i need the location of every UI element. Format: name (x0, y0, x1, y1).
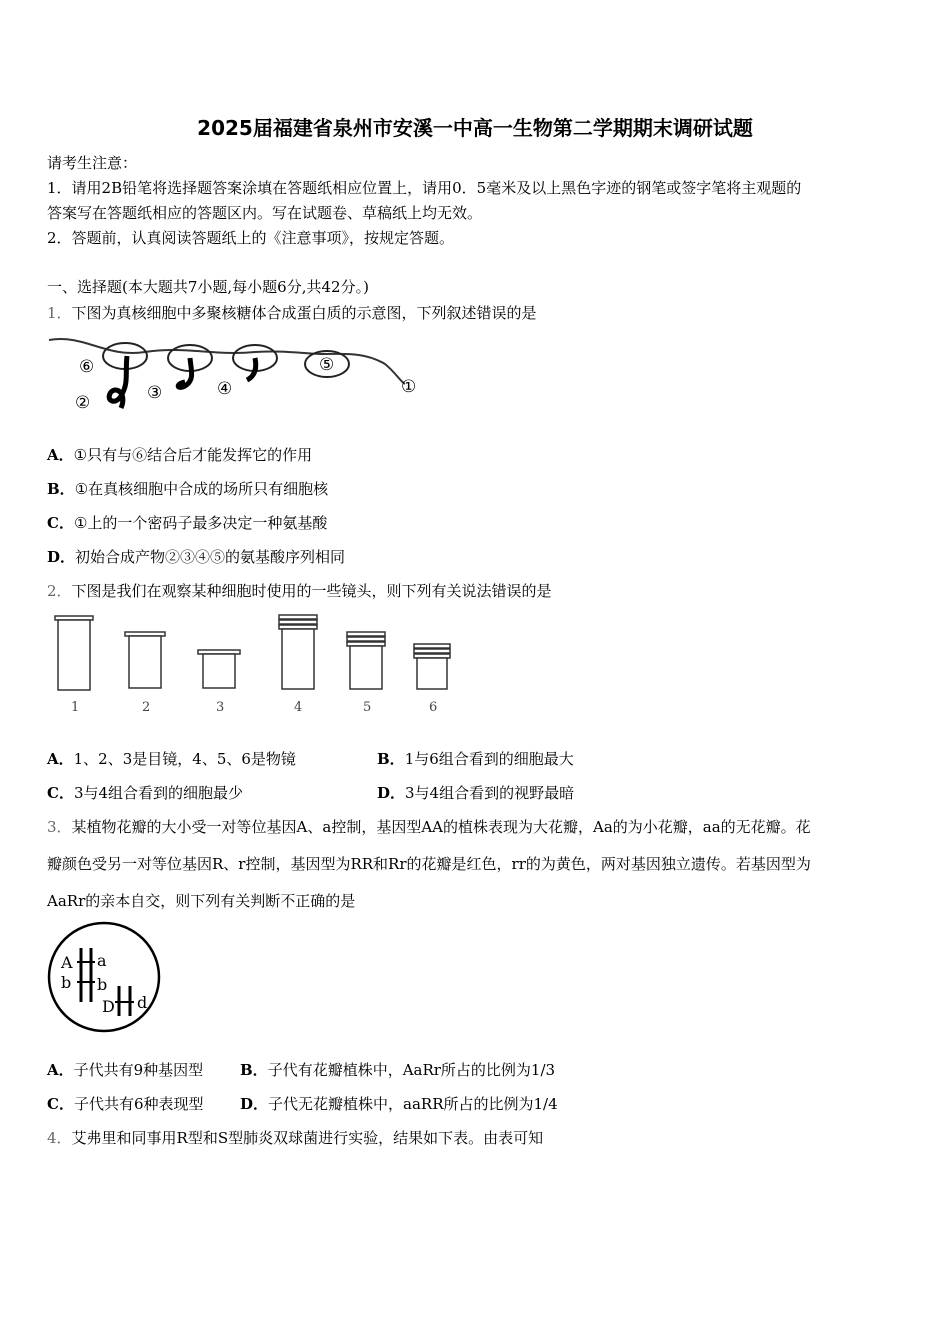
eyepiece-lens (125, 632, 165, 688)
eyepiece-lens (198, 650, 240, 688)
lens-number: 1 (71, 700, 80, 715)
page-title: 2025届福建省泉州市安溪一中高一生物第二学期期末调研试题 (197, 116, 753, 140)
question-2-stem (47, 580, 552, 601)
polyribosome-figure (45, 328, 435, 420)
notice-item-1-line-1: 1．请用2B铅笔将选择题答案涂填在答题纸相应位置上，请用0．5毫米及以上黑色字迹的钢笔或签字笔将主观题的 (47, 179, 802, 197)
allele-label: b (61, 973, 72, 992)
option-text: ①上的一个密码子最多决定一种氨基酸 (73, 514, 328, 532)
question-text: 艾弗里和同事用R型和S型肺炎双球菌进行实验，结果如下表。由表可知 (71, 1129, 544, 1147)
option-label: C． (47, 784, 74, 802)
lens-number: 5 (363, 700, 372, 715)
q2-option-a[interactable] (47, 748, 296, 769)
allele-label: D (102, 997, 115, 1016)
question-text: 下图为真核细胞中多聚核糖体合成蛋白质的示意图，下列叙述错误的是 (71, 304, 537, 322)
q2-option-b[interactable] (377, 748, 574, 769)
question-text: 某植物花瓣的大小受一对等位基因A、a控制，基因型AA的植株表现为大花瓣，Aa的为小花瓣，aa的无花瓣。花 (71, 818, 811, 836)
question-3-stem-line-3: AaRr的亲本自交，则下列有关判断不正确的是 (47, 892, 356, 910)
q3-option-b[interactable] (240, 1059, 555, 1080)
option-text: 子代无花瓣植株中，aaRR所占的比例为1/4 (268, 1095, 558, 1113)
allele-label: a (97, 951, 107, 970)
option-text: 3与4组合看到的视野最暗 (405, 784, 575, 802)
figure-label: ⑤ (319, 355, 335, 375)
notice-heading: 请考生注意： (47, 154, 138, 172)
option-label: D． (377, 784, 406, 802)
option-text: 初始合成产物②③④⑤的氨基酸序列相同 (75, 548, 346, 566)
question-number: 2． (47, 582, 72, 600)
question-3-stem-line-1 (47, 816, 811, 837)
lens-number: 3 (216, 700, 225, 715)
option-text: ①只有与⑥结合后才能发挥它的作用 (73, 446, 313, 464)
question-1-stem (47, 302, 537, 323)
q1-option-a[interactable] (47, 444, 312, 465)
eyepiece-lens (55, 616, 93, 690)
question-number: 4． (47, 1129, 72, 1147)
figure-label: ② (75, 393, 91, 413)
chromosome-figure (45, 920, 165, 1038)
q1-option-b[interactable] (47, 478, 328, 499)
option-label: A． (47, 1061, 74, 1079)
q3-option-c[interactable] (47, 1093, 204, 1114)
option-label: D． (47, 548, 76, 566)
q3-option-d[interactable] (240, 1093, 558, 1114)
q1-option-c[interactable] (47, 512, 327, 533)
notice-item-1-line-2: 答案写在答题纸相应的答题区内。写在试题卷、草稿纸上均无效。 (47, 204, 483, 222)
objective-lens (414, 644, 450, 689)
option-text: 子代共有9种基因型 (73, 1061, 204, 1079)
option-label: B． (47, 480, 75, 498)
option-text: 1、2、3是目镜，4、5、6是物镜 (73, 750, 296, 768)
allele-label: b (97, 975, 108, 994)
figure-label: ① (401, 377, 417, 397)
option-label: D． (240, 1095, 269, 1113)
q3-option-a[interactable] (47, 1059, 203, 1080)
option-label: B． (377, 750, 405, 768)
option-label: C． (47, 514, 74, 532)
option-text: 1与6组合看到的细胞最大 (404, 750, 574, 768)
figure-label: ③ (147, 383, 163, 403)
notice-item-2: 2．答题前，认真阅读答题纸上的《注意事项》，按规定答题。 (47, 229, 455, 247)
question-text: 下图是我们在观察某种细胞时使用的一些镜头，则下列有关说法错误的是 (71, 582, 552, 600)
q1-option-d[interactable] (47, 546, 345, 567)
option-text: ①在真核细胞中合成的场所只有细胞核 (74, 480, 329, 498)
figure-label: ④ (217, 379, 233, 399)
question-number: 1． (47, 304, 72, 322)
allele-label: d (137, 993, 148, 1012)
section-heading: 一、选择题(本大题共7小题,每小题6分,共42分。) (47, 278, 369, 296)
polypeptide-chain (178, 358, 191, 387)
option-label: C． (47, 1095, 74, 1113)
option-label: A． (47, 446, 74, 464)
polypeptide-chain (247, 358, 256, 380)
objective-lens (279, 615, 317, 689)
option-label: A． (47, 750, 74, 768)
objective-lens (347, 632, 385, 689)
lens-figure (45, 610, 465, 720)
option-text: 子代共有6种表现型 (73, 1095, 204, 1113)
mrna-strand (49, 339, 405, 384)
question-4-stem (47, 1127, 543, 1148)
lens-number: 2 (142, 700, 151, 715)
question-number: 3． (47, 818, 72, 836)
allele-label: A (61, 953, 73, 972)
polypeptide-chain (109, 356, 127, 408)
q2-option-c[interactable] (47, 782, 243, 803)
q2-option-d[interactable] (377, 782, 574, 803)
option-text: 子代有花瓣植株中，AaRr所占的比例为1/3 (267, 1061, 556, 1079)
lens-number: 4 (294, 700, 303, 715)
figure-label: ⑥ (79, 357, 95, 377)
option-label: B． (240, 1061, 268, 1079)
lens-number: 6 (429, 700, 438, 715)
option-text: 3与4组合看到的细胞最少 (73, 784, 244, 802)
question-3-stem-line-2: 瓣颜色受另一对等位基因R、r控制，基因型为RR和Rr的花瓣是红色，rr的为黄色，两对基因独立遗传。若基因型为 (47, 855, 811, 873)
